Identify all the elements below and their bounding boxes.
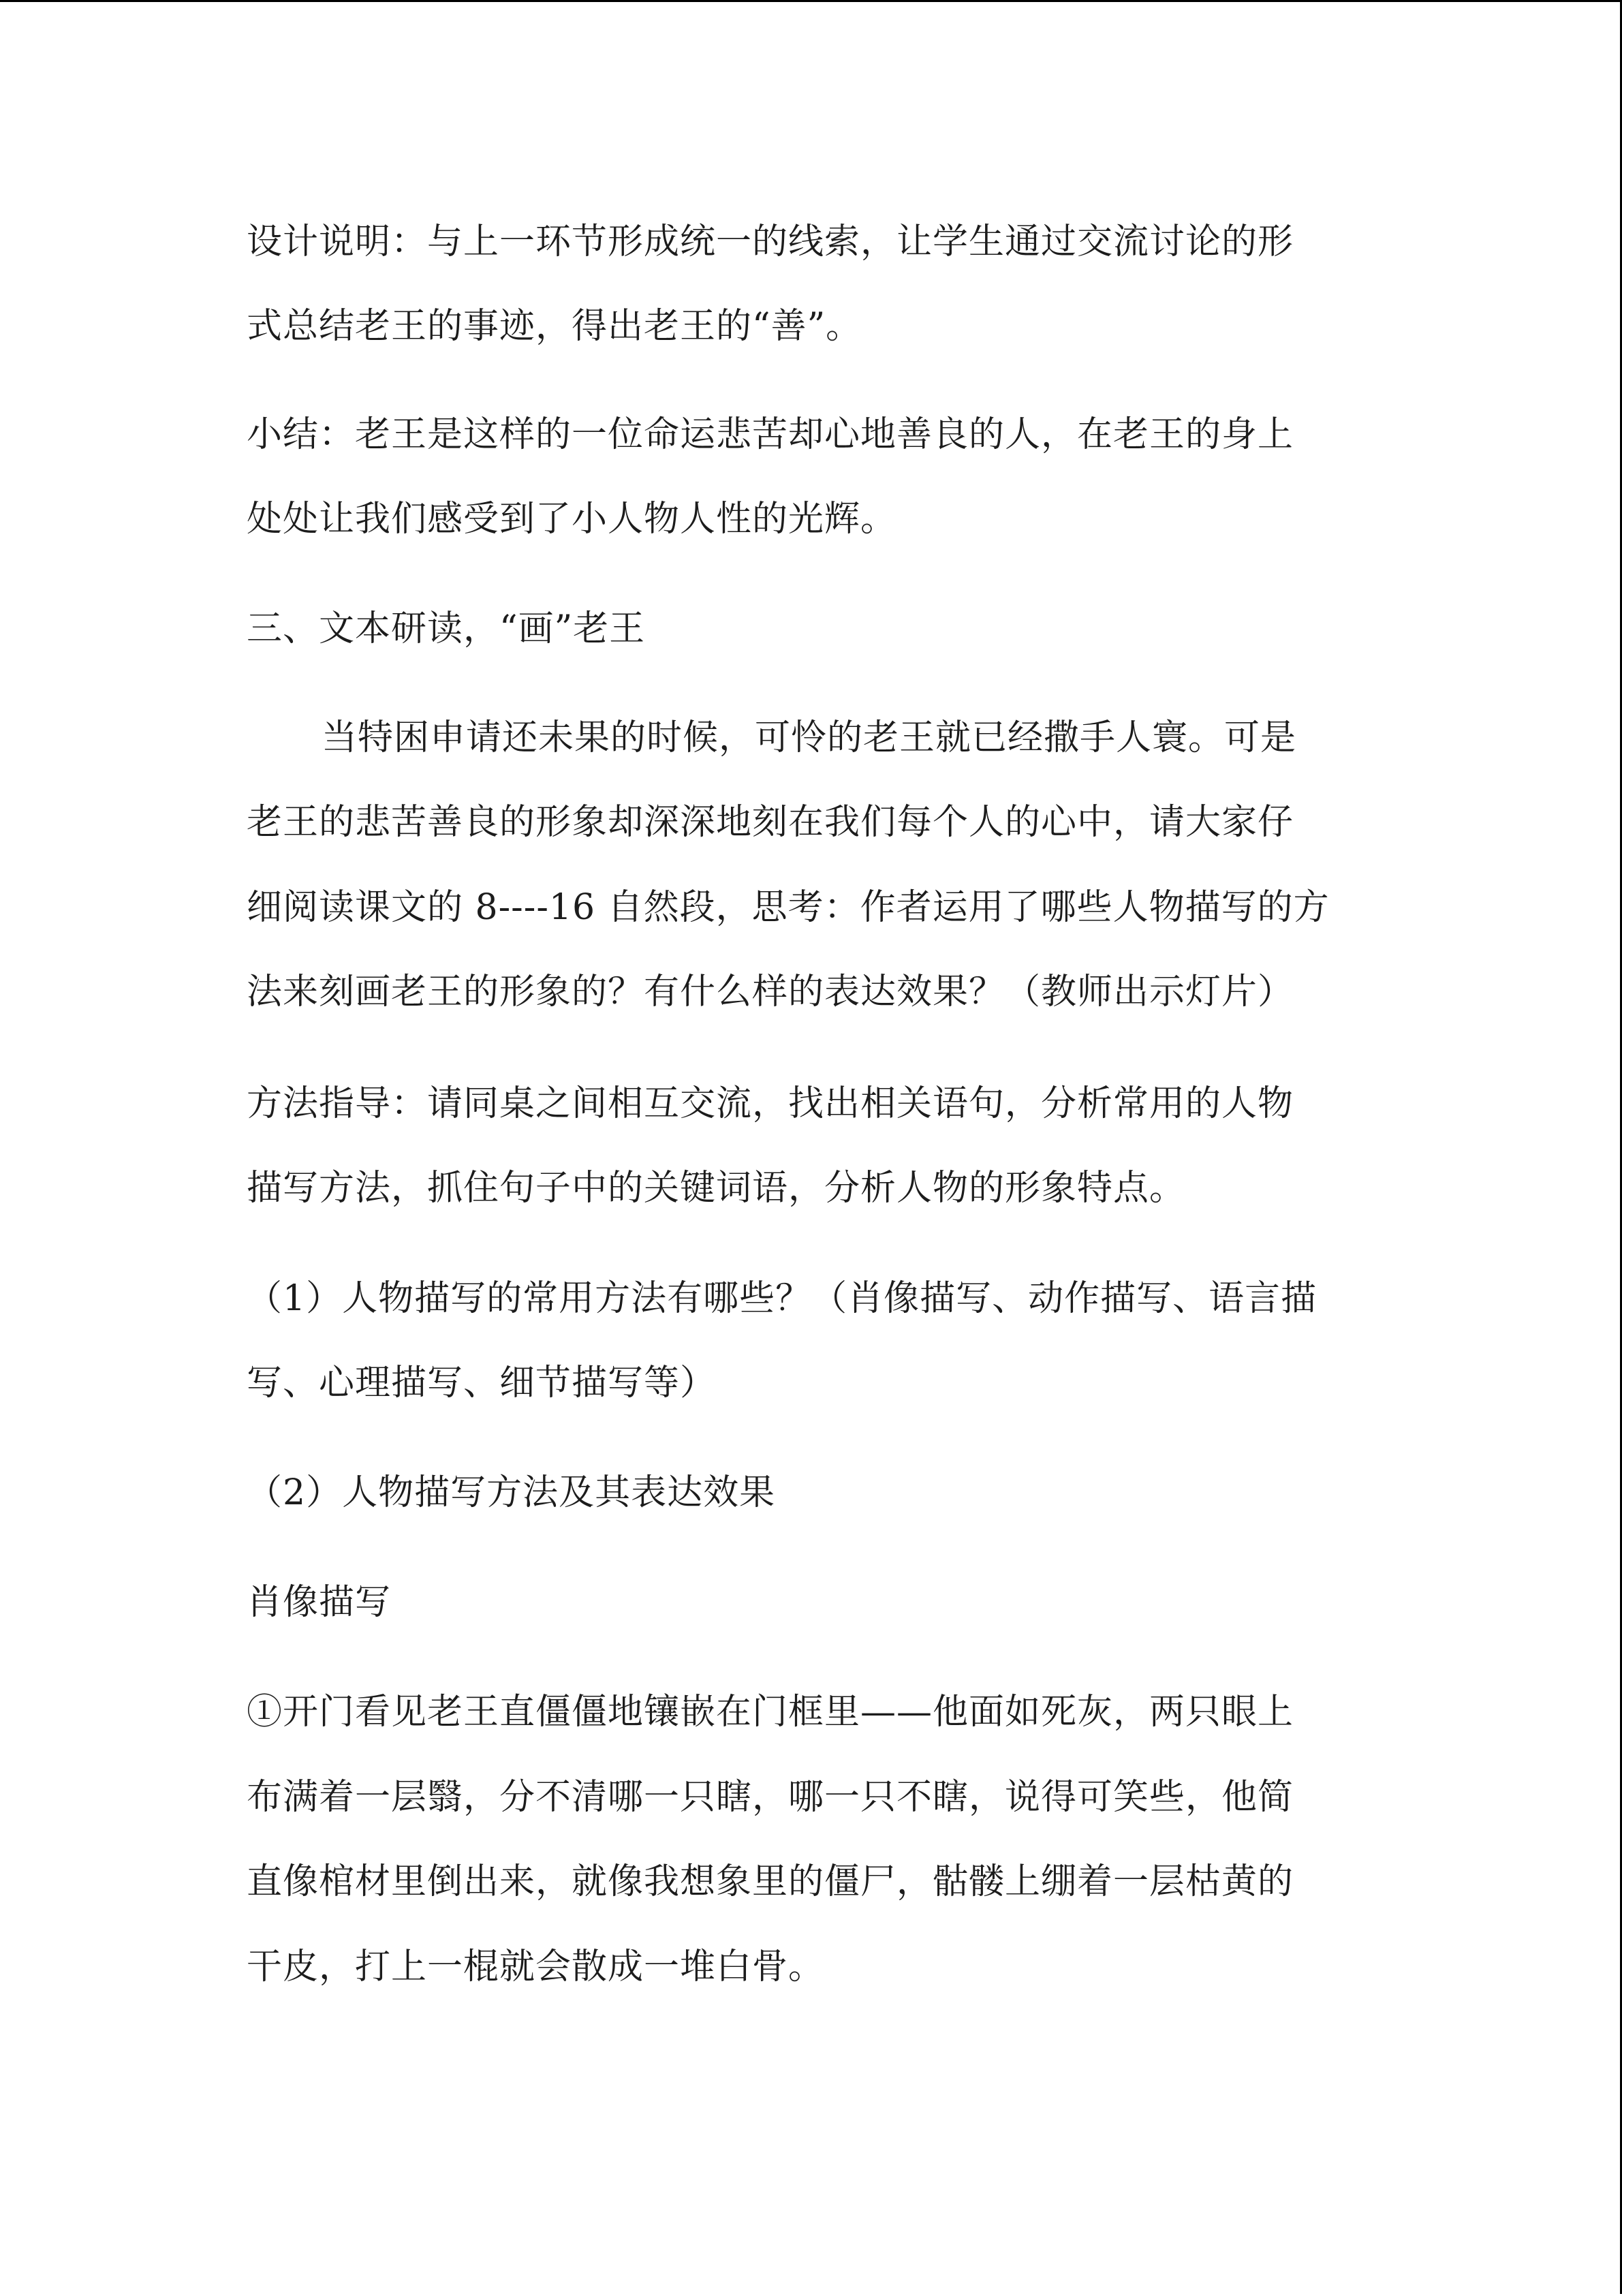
text-line: 小结：老王是这样的一位命运悲苦却心地善良的人，在老王的身上 — [247, 414, 1294, 455]
subheading: 肖像描写 — [247, 1582, 392, 1623]
document-page — [0, 2, 1622, 2296]
text-line: 布满着一层翳，分不清哪一只瞎，哪一只不瞎，说得可笑些，他简 — [247, 1777, 1294, 1818]
text-line: （2）人物描写方法及其表达效果 — [247, 1472, 776, 1513]
text-line: 处处让我们感受到了小人物人性的光辉。 — [247, 499, 897, 540]
text-line: 老王的悲苦善良的形象却深深地刻在我们每个人的心中，请大家仔 — [247, 802, 1294, 843]
text-line: 干皮，打上一棍就会散成一堆白骨。 — [247, 1946, 825, 1987]
text-line: 当特困申请还未果的时候，可怜的老王就已经撒手人寰。可是 — [322, 717, 1297, 758]
text-line: 方法指导：请同桌之间相互交流，找出相关语句，分析常用的人物 — [247, 1083, 1294, 1124]
text-line: 设计说明：与上一环节形成统一的线索，让学生通过交流讨论的形 — [247, 221, 1294, 262]
text-line: 式总结老王的事迹，得出老王的“善”。 — [247, 306, 862, 347]
text-line: 写、心理描写、细节描写等） — [247, 1363, 717, 1403]
text-line: 细阅读课文的 8----16 自然段，思考：作者运用了哪些人物描写的方 — [247, 887, 1330, 928]
text-line: （1）人物描写的常用方法有哪些？（肖像描写、动作描写、语言描 — [247, 1278, 1317, 1319]
text-line: ①开门看见老王直僵僵地镶嵌在门框里——他面如死灰，两只眼上 — [247, 1692, 1294, 1733]
section-heading: 三、文本研读，“画”老王 — [247, 608, 646, 649]
text-line: 法来刻画老王的形象的？有什么样的表达效果？（教师出示灯片） — [247, 972, 1294, 1012]
text-line: 描写方法，抓住句子中的关键词语，分析人物的形象特点。 — [247, 1168, 1186, 1209]
text-line: 直像棺材里倒出来，就像我想象里的僵尸，骷髅上绷着一层枯黄的 — [247, 1861, 1294, 1902]
